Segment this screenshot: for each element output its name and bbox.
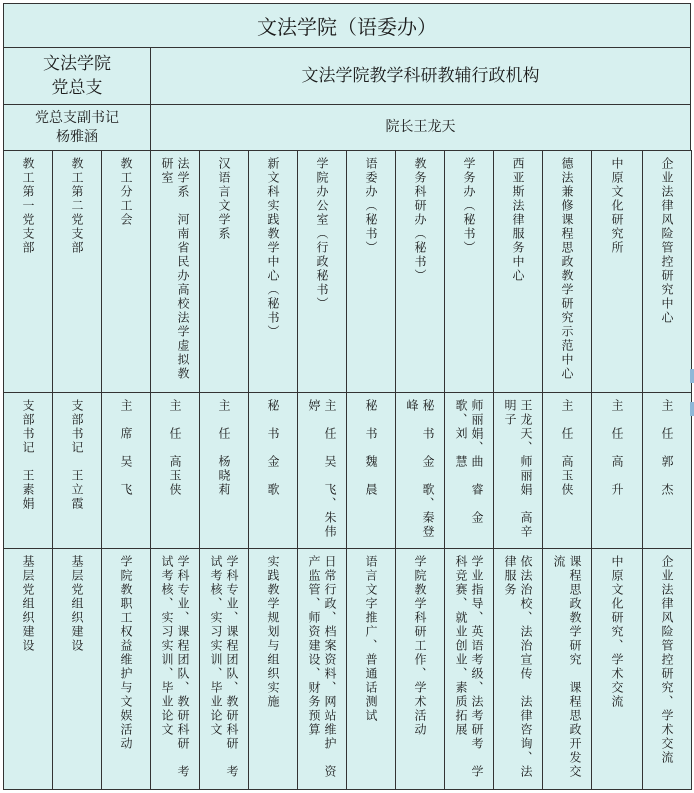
col-9-unit-cell [395,150,445,393]
col-13-leader: 主 任 高 升 [610,399,624,497]
party-cell [3,47,151,105]
col-14-duty: 企业法律风险管控研究、学术交流 [660,555,674,765]
col-12-duty: 课程思政教学研究 课程思政开发交流 [552,555,582,779]
col-12-leader-cell [542,392,592,549]
party-name: 文法学院党总支 [43,54,111,98]
col-2-duty-cell [52,548,102,790]
col-4-unit-cell [150,150,200,393]
col-8-unit-cell [346,150,396,393]
col-8-leader-cell [346,392,396,549]
col-5-unit-cell [199,150,249,393]
col-2-duty: 基层党组织建设 [70,555,84,653]
col-3-unit: 教工分工会 [119,157,133,227]
col-14-leader-cell [642,392,692,549]
col-5-leader: 主 任 杨晓莉 [217,399,231,497]
col-9-duty: 学院教学科研工作、学术活动 [413,555,427,737]
party-secretary-title: 党总支副书记 [35,109,119,126]
col-1-duty: 基层党组织建设 [21,555,35,653]
col-4-leader: 主 任 高玉侠 [168,399,182,497]
col-11-leader-cell [493,392,543,549]
col-3-leader: 主 席 吴 飞 [119,399,133,497]
col-6-duty: 实践教学规划与组织实施 [266,555,280,709]
col-4-leader-cell [150,392,200,549]
col-1-leader: 支部书记 王素娟 [21,399,35,511]
col-2-unit-cell [52,150,102,393]
edge-marker-bottom [690,402,694,416]
col-11-duty-cell [493,548,543,790]
col-9-leader: 秘 书 金 歌、秦登峰 [405,399,435,539]
col-3-duty-cell [101,548,151,790]
col-10-unit-cell [444,150,494,393]
col-7-unit-cell [297,150,347,393]
col-3-leader-cell [101,392,151,549]
dean-cell [150,104,691,151]
col-7-duty: 日常行政、档案资料、网站维护 资产监管、师资建设、财务预算 [307,555,337,779]
col-11-duty: 依法治校、法治宣传 法律咨询、法律服务 [503,555,533,779]
col-5-duty: 学科专业、课程团队、教研科研 考试考核、实习实训、毕业论文 [209,555,239,779]
col-13-duty: 中原文化研究、学术交流 [610,555,624,709]
col-8-duty: 语言文字推广、普通话测试 [364,555,378,723]
col-6-unit-cell [248,150,298,393]
page-title: 文法学院（语委办） [257,15,437,39]
col-4-unit: 法学系 河南省民办高校法学虚拟教研室 [160,157,190,381]
col-8-unit: 语委办（秘书） [364,157,378,255]
col-1-leader-cell [3,392,53,549]
party-secretary-cell [3,104,151,151]
col-8-duty-cell [346,548,396,790]
col-10-duty-cell [444,548,494,790]
col-11-unit: 西亚斯法律服务中心 [511,157,525,283]
col-12-unit: 德法兼修课程思政教学研究示范中心 [560,157,574,381]
col-14-unit: 企业法律风险管控研究中心 [660,157,674,325]
col-9-duty-cell [395,548,445,790]
col-13-leader-cell [591,392,643,549]
edge-marker-top [690,369,694,383]
col-13-unit-cell [591,150,643,393]
col-8-leader: 秘 书 魏 晨 [364,399,378,497]
col-1-unit: 教工第一党支部 [21,157,35,255]
col-3-duty: 学院教职工权益维护与文娱活动 [119,555,133,751]
col-10-leader-cell [444,392,494,549]
col-7-duty-cell [297,548,347,790]
col-3-unit-cell [101,150,151,393]
col-13-unit: 中原文化研究所 [610,157,624,255]
col-2-leader: 支部书记 王立霞 [70,399,84,511]
col-14-duty-cell [642,548,692,790]
col-11-unit-cell [493,150,543,393]
col-6-duty-cell [248,548,298,790]
col-10-duty: 学业指导、英语考级、法考研考 学科竞赛、就业创业、素质拓展 [454,555,484,779]
col-1-unit-cell [3,150,53,393]
col-12-leader: 主 任 高玉侠 [560,399,574,497]
col-11-leader: 王龙天、师丽娟 高辛明子 [503,399,533,539]
col-2-leader-cell [52,392,102,549]
col-14-leader: 主 任 郭 杰 [660,399,674,497]
col-5-unit: 汉语言文学系 [217,157,231,241]
col-14-unit-cell [642,150,692,393]
col-9-leader-cell [395,392,445,549]
col-7-leader: 主 任 吴 飞、朱伟婷 [307,399,337,539]
col-5-leader-cell [199,392,249,549]
col-4-duty-cell [150,548,200,790]
col-12-duty-cell [542,548,592,790]
col-6-unit: 新文科实践教学中心（秘书） [266,157,280,339]
col-4-duty: 学科专业、课程团队、教研科研 考试考核、实习实训、毕业论文 [160,555,190,779]
admin-cell [150,47,691,105]
col-9-unit: 教务科研办（秘书） [413,157,427,283]
dean-name: 院长王龙天 [385,119,456,135]
col-2-unit: 教工第二党支部 [70,157,84,255]
col-13-duty-cell [591,548,643,790]
col-7-unit: 学院办公室（行政秘书） [315,157,329,311]
col-12-unit-cell [542,150,592,393]
col-7-leader-cell [297,392,347,549]
admin-name: 文法学院教学科研教辅行政机构 [301,66,540,86]
col-6-leader: 秘 书 金 歌 [266,399,280,497]
title-cell [3,3,691,48]
party-secretary-name: 杨雅涵 [56,128,98,145]
col-10-leader: 师丽娟、曲 睿 金 歌、刘 慧 [454,399,484,539]
col-10-unit: 学务办（秘书） [462,157,476,255]
col-1-duty-cell [3,548,53,790]
col-5-duty-cell [199,548,249,790]
col-6-leader-cell [248,392,298,549]
